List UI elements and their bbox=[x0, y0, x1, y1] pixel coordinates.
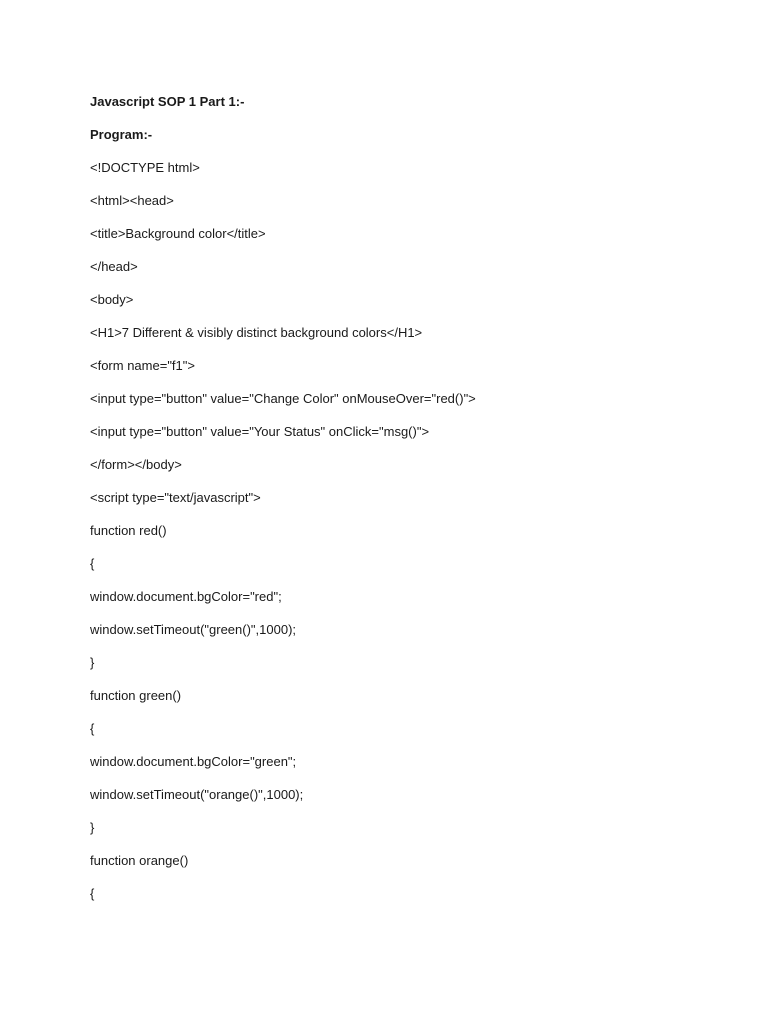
document-heading: Javascript SOP 1 Part 1:- bbox=[90, 94, 245, 109]
code-line: function green() bbox=[90, 688, 182, 703]
code-line: <body> bbox=[90, 292, 134, 307]
code-line: window.setTimeout("green()",1000); bbox=[90, 622, 297, 637]
code-line: <input type="button" value="Change Color" onMouseOver="red()"> bbox=[90, 391, 476, 406]
code-line: <script type="text/javascript"> bbox=[90, 490, 261, 505]
code-line: <input type="button" value="Your Status" onClick="msg()"> bbox=[90, 424, 430, 439]
code-line: { bbox=[90, 556, 95, 571]
code-line: { bbox=[90, 721, 95, 736]
code-line: </form></body> bbox=[90, 457, 182, 472]
code-line: window.document.bgColor="red"; bbox=[90, 589, 282, 604]
code-line: <form name="f1"> bbox=[90, 358, 195, 373]
code-line: } bbox=[90, 655, 95, 670]
code-line: window.setTimeout("orange()",1000); bbox=[90, 787, 304, 802]
code-line: <!DOCTYPE html> bbox=[90, 160, 200, 175]
document-content bbox=[90, 92, 730, 917]
code-line: <html><head> bbox=[90, 193, 174, 208]
code-line: <H1>7 Different & visibly distinct background colors</H1> bbox=[90, 325, 423, 340]
code-line: <title>Background color</title> bbox=[90, 226, 266, 241]
program-label: Program:- bbox=[90, 127, 153, 142]
code-line: { bbox=[90, 886, 95, 901]
code-line: function red() bbox=[90, 523, 167, 538]
code-line: } bbox=[90, 820, 95, 835]
code-line: </head> bbox=[90, 259, 138, 274]
code-line: window.document.bgColor="green"; bbox=[90, 754, 297, 769]
code-line: function orange() bbox=[90, 853, 189, 868]
